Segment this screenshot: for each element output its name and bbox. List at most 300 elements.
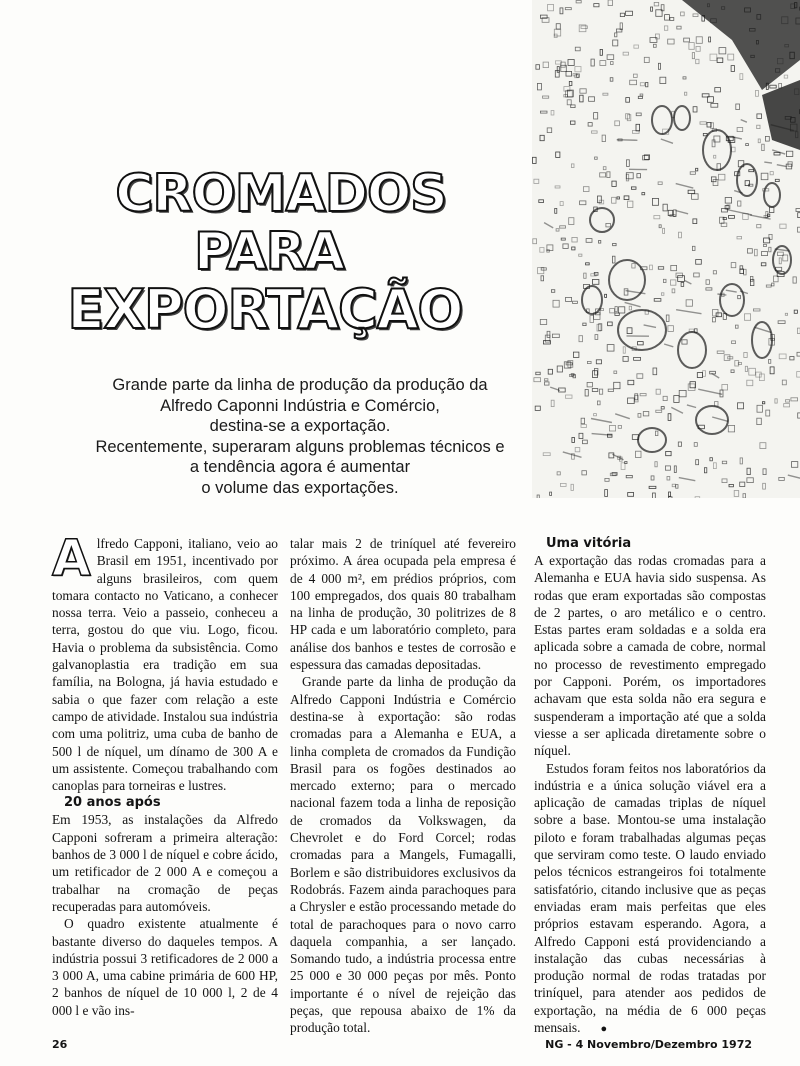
photo-detail [690, 172, 695, 175]
photo-detail [779, 258, 781, 264]
title-line-2: PARA [194, 222, 344, 282]
photo-detail [536, 65, 540, 70]
photo-detail [761, 173, 768, 180]
photo-detail [595, 157, 598, 159]
photo-detail [540, 111, 547, 113]
photo-detail [713, 463, 716, 469]
photo-detail [766, 285, 771, 287]
photo-detail [726, 290, 737, 292]
photo-detail [692, 246, 695, 250]
photo-detail [611, 62, 614, 65]
paragraph: Em 1953, as instalações da Alfredo Capponi sofreram a primeira alteração: banhos de 3 000 l de níquel e cobre ácido, um retificador de 2 000 A e começou a trabalhar na cromação de peças recuperadas para automóveis. [52, 812, 278, 914]
photo-detail [667, 477, 670, 481]
photo-detail [610, 473, 616, 476]
photo-detail [747, 249, 752, 253]
photo-detail [737, 128, 743, 132]
photo-detail [534, 179, 539, 183]
photo-detail [609, 260, 645, 300]
photo-detail [584, 273, 586, 278]
photo-detail [665, 15, 670, 21]
photo-detail [600, 61, 606, 66]
photo-detail [672, 484, 675, 487]
photo-detail [632, 264, 635, 268]
photo-detail [599, 324, 602, 331]
photo-detail [665, 466, 670, 470]
photo-detail [678, 442, 681, 446]
photo-detail [640, 83, 644, 86]
photo-detail [711, 103, 718, 107]
photo-detail [676, 184, 694, 189]
photo-detail [544, 223, 553, 228]
photo-detail [642, 193, 645, 195]
photo-detail [569, 81, 572, 85]
photo-detail [592, 131, 598, 133]
photo-detail [791, 398, 798, 401]
photo-detail [784, 75, 788, 78]
photo-detail [696, 460, 699, 465]
photo-detail [664, 344, 673, 347]
photo-detail [687, 405, 696, 408]
photo-detail [634, 357, 641, 360]
photo-detail [580, 89, 586, 93]
photo-detail [548, 369, 552, 374]
photo-detail [784, 404, 790, 407]
article-subtitle [40, 375, 560, 498]
photo-detail [749, 170, 754, 172]
photo-detail [625, 302, 641, 306]
photo-detail [729, 484, 733, 486]
photo-detail [658, 267, 663, 270]
photo-detail [572, 438, 575, 443]
photo-detail [722, 461, 726, 464]
photo-detail [603, 93, 608, 95]
photo-detail [650, 265, 653, 270]
photo-detail [740, 482, 745, 486]
photo-detail [696, 59, 699, 63]
photo-detail [717, 351, 724, 353]
photo-detail [663, 228, 665, 233]
photo-detail [744, 353, 747, 358]
photo-detail [741, 120, 747, 123]
photo-detail [770, 172, 773, 175]
photo-detail [561, 238, 565, 240]
photo-detail [603, 167, 606, 170]
photo-detail [679, 478, 696, 481]
photo-detail [765, 136, 769, 141]
photo-detail [626, 475, 632, 477]
photo-detail [769, 247, 771, 252]
photo-detail [560, 8, 563, 14]
photo-detail [738, 295, 741, 298]
photo-detail [692, 53, 694, 59]
photo-detail [605, 490, 608, 497]
photo-detail [793, 277, 796, 283]
photo-detail [745, 314, 751, 321]
photo-detail [591, 419, 612, 423]
photo-detail [553, 300, 559, 307]
photo-detail [740, 291, 748, 293]
photo-detail [627, 160, 630, 167]
photo-detail [628, 380, 634, 384]
photo-detail [628, 201, 633, 207]
photo-detail [585, 390, 588, 397]
photo-detail [774, 153, 780, 156]
photo-detail [743, 494, 746, 498]
photo-detail [676, 310, 701, 314]
photo-detail [613, 40, 618, 46]
photo-detail [537, 83, 541, 90]
photo-detail [551, 290, 554, 293]
subtitle-line-1: Grande parte da linha de produção da produção da [112, 376, 488, 394]
photo-detail [678, 332, 706, 368]
photo-detail [610, 309, 615, 313]
photo-detail [628, 398, 635, 404]
photo-detail [762, 144, 765, 150]
photo-detail [756, 90, 759, 96]
title-line-3: EXPORTAÇÃO [67, 278, 463, 341]
photo-detail [650, 38, 657, 43]
photo-detail [676, 273, 682, 277]
photo-detail [615, 307, 617, 312]
photo-detail [719, 174, 725, 180]
photo-detail [762, 402, 764, 404]
photo-detail [590, 208, 614, 232]
photo-detail [545, 335, 550, 342]
photo-detail [669, 492, 671, 496]
photo-detail [649, 486, 656, 488]
photo-detail [694, 273, 700, 277]
photo-detail [626, 173, 633, 179]
photo-detail [636, 113, 641, 116]
photo-detail [758, 139, 760, 143]
photo-detail [540, 319, 546, 324]
photo-detail [623, 347, 625, 353]
photo-detail [674, 106, 690, 130]
photo-detail [597, 401, 600, 405]
photo-detail [668, 39, 674, 44]
photo-detail [568, 60, 574, 66]
photo-detail [637, 174, 641, 178]
photo-detail [636, 124, 640, 131]
photo-detail [658, 63, 660, 69]
photo-detail [785, 313, 787, 315]
photo-detail [668, 497, 672, 498]
photo-detail [722, 479, 727, 483]
photo-detail [775, 179, 779, 181]
photo-detail [658, 182, 662, 185]
photo-detail [661, 139, 673, 143]
photo-detail [638, 428, 666, 452]
photo-detail [790, 357, 794, 360]
photo-detail [694, 443, 697, 447]
photo-detail [731, 263, 736, 268]
photo-detail [682, 0, 800, 90]
photo-detail [708, 97, 714, 103]
photo-detail [770, 367, 774, 374]
photo-detail [772, 283, 774, 286]
photo-detail [565, 8, 571, 10]
subtitle-line-4: Recentemente, superaram alguns problemas técnicos e [95, 437, 505, 456]
photo-detail [757, 405, 762, 412]
photo-detail [735, 325, 738, 328]
photo-detail [655, 34, 659, 39]
photo-detail [696, 37, 702, 44]
photo-detail [599, 241, 601, 244]
photo-detail [533, 239, 537, 244]
photo-detail [723, 218, 726, 220]
photo-detail [608, 322, 613, 326]
photo-detail [782, 380, 786, 385]
photo-detail [725, 198, 731, 204]
photo-detail [567, 100, 571, 105]
photo-detail [628, 493, 634, 497]
photo-detail [677, 26, 681, 29]
photo-detail [693, 219, 697, 224]
photo-detail [614, 382, 620, 388]
photo-detail [704, 468, 706, 473]
photo-detail [731, 66, 734, 72]
photo-detail [703, 371, 706, 377]
photo-detail [576, 1, 581, 3]
photo-detail [693, 107, 697, 112]
photo-detail [660, 77, 666, 83]
photo-detail [775, 399, 777, 403]
photo-detail [747, 468, 750, 474]
photo-detail [674, 396, 679, 403]
photo-detail [712, 318, 715, 322]
photo-detail [661, 293, 664, 296]
photo-detail [620, 13, 624, 16]
photo-detail [697, 373, 702, 378]
photo-detail [672, 289, 675, 293]
photo-detail [594, 414, 597, 416]
photo-detail [547, 128, 552, 133]
photo-detail [587, 361, 591, 363]
photo-detail [710, 458, 713, 461]
photo-detail [655, 462, 657, 467]
paragraph: A exportação das rodas cromadas para a Alemanha e EUA havia sido suspensa. As rodas que eram exportadas são compostas de 2 partes, o aro metálico e o centro. Estas partes eram soldadas e a solda era aplicada sobre a camada de cobre, normal no processo de revestimento empregado por Capponi. Porém, os importadores achavam que esta solda não era segura e suspenderam a importação até que a solda viesse a ser aplicada diretamente sobre o níquel. [534, 553, 766, 759]
photo-detail [764, 183, 780, 207]
photo-detail [654, 216, 660, 219]
photo-detail [572, 237, 577, 242]
photo-detail [717, 58, 723, 63]
photo-detail [595, 335, 598, 340]
photo-detail [643, 412, 649, 416]
photo-detail [696, 260, 702, 265]
photo-detail [729, 216, 735, 219]
photo-detail [698, 389, 722, 394]
photo-detail [688, 384, 695, 391]
photo-detail [560, 226, 566, 228]
photo-detail [557, 67, 559, 73]
title-line-1: CROMADOS [115, 164, 447, 224]
photo-detail [563, 244, 568, 249]
photo-detail [733, 137, 742, 139]
photo-detail [747, 380, 753, 386]
photo-detail [676, 211, 689, 214]
paragraph [52, 529, 278, 794]
photo-detail [575, 47, 580, 51]
photo-detail [543, 62, 548, 68]
photo-detail [625, 462, 627, 464]
photo-detail [624, 289, 628, 295]
photo-detail [573, 352, 579, 357]
photo-detail [746, 144, 749, 146]
photo-detail [540, 135, 544, 140]
photo-detail [555, 186, 560, 188]
photo-detail [652, 198, 658, 205]
photo-detail [766, 410, 770, 416]
photo-detail [593, 371, 598, 378]
paragraph: Grande parte da linha de produção da Alfredo Capponi Indústria e Comércio destina-se à exportação: são rodas cromadas para a Alemanha e EUA, a linha completa de cromados da Fundição Brasil para os fogões destinados ao mercado externo; para o mercado nacional fazem toda a linha de reposição de cromados da Volkswagen, da Chevrolet e do Ford Corcel; rodas cromadas para a Mangels, Fumagalli, Borlem e são distribuidores exclusivos da Rodobrás. Fazem ainda parachoques para a Chrysler e estão processando metade do total de parachoques para o novo carro daquela companhia, a ser lançado. Somando tudo, a indústria processa entre 25 000 e 30 000 peças por mês. Ponto importante é o nível de rejeição das peças, que repousa abaixo de 1% da produção total. [290, 674, 516, 1036]
photo-detail [626, 98, 630, 103]
photo-detail [695, 497, 700, 498]
photo-detail [654, 2, 659, 6]
photo-detail [679, 232, 682, 238]
photo-detail [706, 280, 709, 285]
photo-detail [533, 157, 537, 163]
photo-detail [556, 24, 560, 29]
photo-detail [666, 315, 669, 322]
photo-detail [706, 288, 712, 290]
photo-detail [794, 310, 797, 313]
photo-detail [719, 48, 726, 54]
photo-detail [738, 403, 744, 409]
photo-detail [613, 243, 617, 245]
body-column-1 [52, 529, 278, 1019]
photo-detail [618, 310, 666, 350]
photo-detail [586, 263, 590, 265]
photo-detail [599, 389, 602, 394]
photo-detail [710, 54, 717, 60]
paragraph-text: lfredo Capponi, italiano, veio ao Brasil em 1951, incentivado por alguns brasileiros, com quem tomara contacto no Vaticano, a conhecer nossa terra. Veio a passeio, conheceu a terra, gostou do que viu. Logo, ficou. Havia o problema da subsistência. Como galvanoplastia era tradição em sua família, na Bologna, já havia estudado e sabia o que fazer com relação a este campo de atividade. Instalou sua indústria com uma politriz, uma cuba de banho de 500 l de níquel, um dínamo de 300 A e um assistente. Começou trabalhando com canoplas para torneiras e lustres. [52, 536, 278, 794]
photo-detail [757, 418, 762, 424]
photo-detail [547, 331, 550, 337]
photo-detail [569, 218, 574, 225]
photo-detail [681, 282, 684, 286]
photo-detail [786, 400, 790, 402]
paragraph [534, 760, 766, 1039]
photo-detail [624, 196, 629, 200]
photo-detail [713, 271, 716, 274]
photo-detail [636, 451, 642, 457]
photo-detail [750, 280, 754, 286]
photo-detail [626, 11, 633, 15]
photo-detail [615, 121, 620, 126]
photo-detail [709, 37, 711, 42]
photo-detail [738, 201, 741, 206]
photo-detail [619, 307, 625, 313]
photo-detail [740, 74, 743, 80]
photo-detail [786, 151, 792, 156]
photo-detail [755, 249, 758, 256]
photo-detail [640, 394, 646, 396]
photo-detail [623, 357, 628, 362]
photo-detail [779, 84, 782, 89]
photo-detail [715, 88, 721, 92]
photo-detail [728, 54, 734, 60]
photo-detail [779, 354, 786, 359]
photo-detail [540, 248, 544, 253]
photo-detail [779, 477, 785, 480]
photo-detail [575, 448, 580, 452]
photo-detail [588, 123, 592, 127]
photo-detail [653, 493, 656, 498]
photo-detail [591, 59, 594, 66]
photo-detail [630, 80, 637, 85]
article-title [0, 165, 532, 339]
photo-detail [605, 294, 607, 297]
photo-detail [780, 224, 786, 228]
chrome-part-photo [532, 0, 800, 498]
photo-detail [763, 469, 766, 475]
photo-detail [610, 78, 613, 82]
photo-detail [671, 280, 676, 285]
photo-detail [575, 67, 581, 72]
photo-detail [684, 38, 690, 42]
photo-detail [592, 389, 598, 392]
photo-detail [618, 426, 621, 429]
photo-detail [777, 165, 787, 167]
photo-detail [590, 316, 594, 323]
paragraph-text: Estudos foram feitos nos laboratórios da indústria e a única solução viável era a aplicação de camadas triplas de níquel sobre a base. Montou-se uma instalação piloto e foram trabalhadas algumas peças que serviram como teste. O laudo enviado pelos técnicos estrangeiros foi totalmente satisfatório, citando inclusive que as peças enviadas eram mais perfeitas que eles próprios estavam esperando. Agora, a Alfredo Capponi está providenciando a instalação das cubas necessárias à produção normal de rodas tratadas por triníquel, para atender aos pedidos de exportação, na média de 6 000 peças mensais. [534, 760, 766, 1036]
photo-detail [655, 431, 658, 436]
photo-detail [592, 280, 599, 285]
photo-detail [731, 370, 734, 373]
photo-detail [608, 389, 613, 391]
photo-detail [756, 372, 761, 377]
body-column-3 [534, 535, 766, 1038]
body-column-2 [290, 535, 516, 1037]
photo-detail [740, 458, 742, 464]
photo-detail [757, 125, 760, 128]
photo-detail [668, 326, 674, 332]
photo-detail [600, 49, 602, 55]
photo-detail [582, 471, 587, 475]
photo-detail [663, 279, 666, 282]
photo-detail [722, 385, 728, 391]
photo-detail [651, 7, 653, 11]
photo-detail [538, 268, 544, 274]
photo-detail [566, 363, 572, 365]
photo-detail [612, 197, 616, 203]
photo-detail [651, 476, 654, 480]
photo-detail [761, 263, 766, 266]
photo-detail [566, 71, 572, 76]
photo-detail [582, 286, 602, 314]
photo-detail [600, 173, 606, 177]
photo-detail [572, 247, 575, 250]
photo-detail [696, 168, 698, 171]
photo-detail [548, 4, 554, 10]
photo-detail [579, 254, 582, 256]
photo-detail [732, 147, 736, 152]
photo-detail [671, 265, 677, 270]
photo-detail [763, 244, 766, 246]
photo-detail [573, 301, 578, 303]
subheading: Uma vitória [546, 536, 632, 551]
photo-detail [607, 55, 614, 60]
photo-detail [712, 417, 728, 421]
photo-detail [579, 336, 583, 342]
subtitle-line-5: a tendência agora é aumentar [189, 458, 411, 476]
photo-detail [664, 26, 667, 30]
photo-detail [539, 200, 544, 203]
photo-detail [580, 201, 586, 205]
photo-detail [745, 181, 750, 186]
photo-detail [666, 451, 671, 455]
photo-detail [637, 374, 643, 379]
